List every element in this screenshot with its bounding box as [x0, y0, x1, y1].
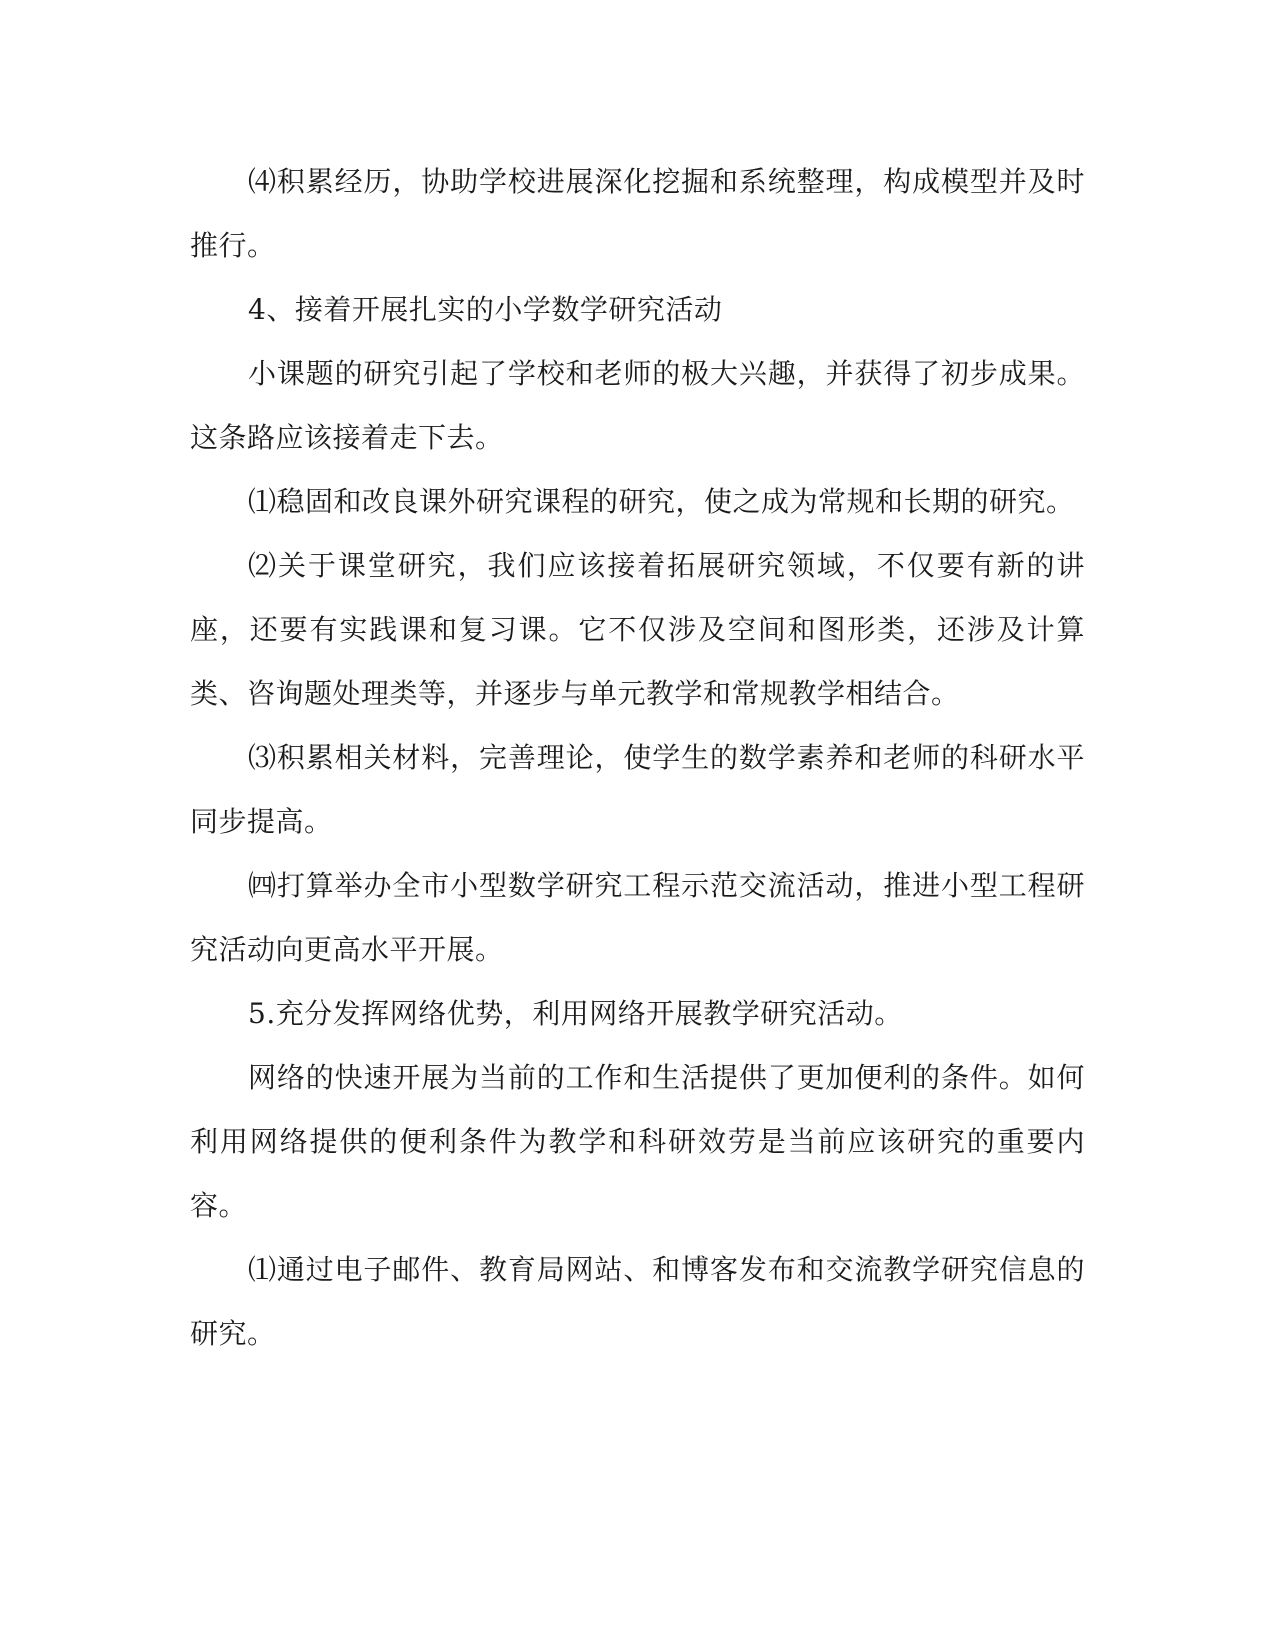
paragraph: ⑵关于课堂研究，我们应该接着拓展研究领域，不仅要有新的讲座，还要有实践课和复习课。它不仅涉及空间和图形类，还涉及计算类、咨询题处理类等，并逐步与单元教学和常规教学相结合。	[190, 549, 1085, 710]
paragraph: 5.充分发挥网络优势，利用网络开展教学研究活动。	[248, 997, 903, 1030]
document-body	[190, 150, 1085, 1366]
paragraph: ⑴通过电子邮件、教育局网站、和博客发布和交流教学研究信息的研究。	[190, 1253, 1085, 1350]
paragraph: ⑶积累相关材料，完善理论，使学生的数学素养和老师的科研水平同步提高。	[190, 741, 1085, 838]
paragraph: ⑷积累经历，协助学校进展深化挖掘和系统整理，构成模型并及时推行。	[190, 165, 1085, 262]
paragraph: 网络的快速开展为当前的工作和生活提供了更加便利的条件。如何利用网络提供的便利条件为教学和科研效劳是当前应该研究的重要内容。	[190, 1061, 1085, 1222]
paragraph: 小课题的研究引起了学校和老师的极大兴趣，并获得了初步成果。这条路应该接着走下去。	[190, 357, 1085, 454]
paragraph: ㈣打算举办全市小型数学研究工程示范交流活动，推进小型工程研究活动向更高水平开展。	[190, 869, 1085, 966]
paragraph: ⑴稳固和改良课外研究课程的研究，使之成为常规和长期的研究。	[248, 485, 1075, 518]
paragraph: 4、接着开展扎实的小学数学研究活动	[248, 293, 723, 326]
